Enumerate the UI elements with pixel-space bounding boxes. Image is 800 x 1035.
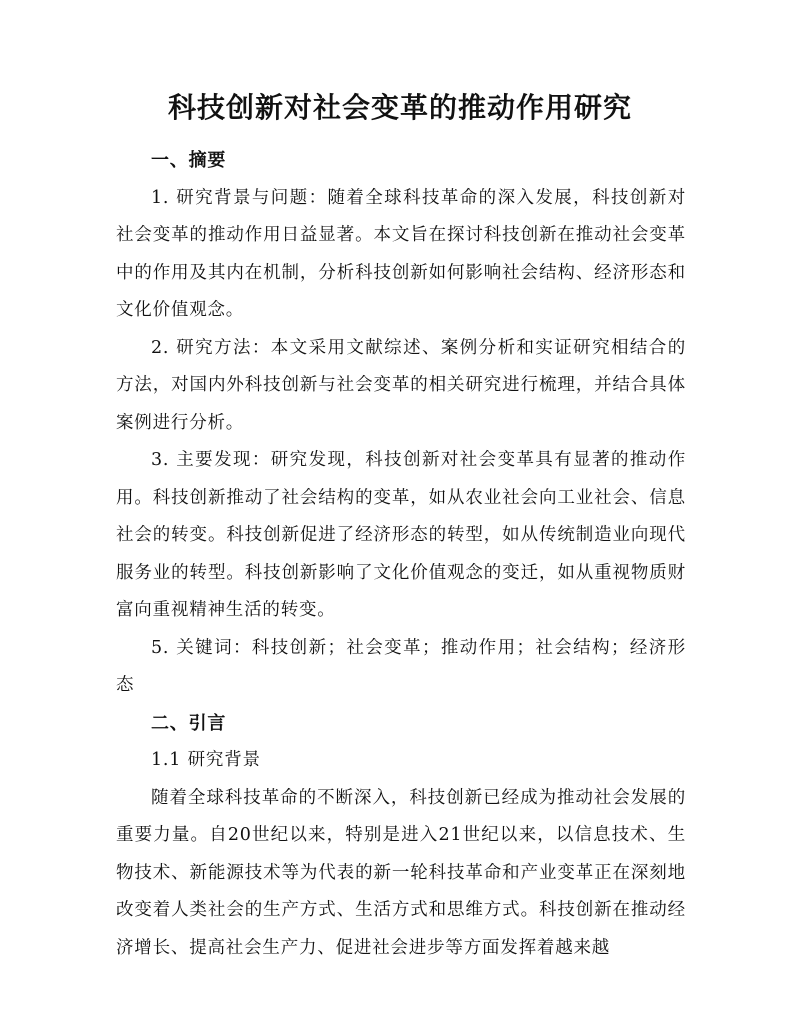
section-heading-intro: 二、引言 — [151, 712, 227, 734]
subsection-heading-background: 1.1 研究背景 — [151, 750, 261, 770]
intro-paragraph: 随着全球科技革命的不断深入，科技创新已经成为推动社会发展的重要力量。自20世纪以来，特别是进入21世纪以来，以信息技术、生物技术、新能源技术等为代表的新一轮科技革命和产业变革正在深刻地改变着人类社会的生产方式、生活方式和思维方式。科技创新在推动经济增长、提高社会生产力、促进社会进步等方面发挥着越来越 — [116, 787, 686, 958]
abstract-item-findings: 3. 主要发现：研究发现，科技创新对社会变革具有显著的推动作用。科技创新推动了社会结构的变革，如从农业社会向工业社会、信息社会的转变。科技创新促进了经济形态的转型，如从传统制造业向现代服务业的转型。科技创新影响了文化价值观念的变迁，如从重视物质财富向重视精神生活的转变。 — [116, 450, 686, 620]
abstract-item-keywords: 5. 关键词：科技创新；社会变革；推动作用；社会结构；经济形态 — [116, 637, 686, 695]
section-heading-abstract: 一、摘要 — [151, 150, 227, 171]
document-body — [116, 142, 686, 967]
abstract-item-background: 1. 研究背景与问题：随着全球科技革命的深入发展，科技创新对社会变革的推动作用日益显著。本文旨在探讨科技创新在推动社会变革中的作用及其内在机制，分析科技创新如何影响社会结构、经济形态和文化价值观念。 — [116, 187, 686, 320]
abstract-item-methods: 2. 研究方法：本文采用文献综述、案例分析和实证研究相结合的方法，对国内外科技创新与社会变革的相关研究进行梳理，并结合具体案例进行分析。 — [116, 337, 686, 433]
document-title: 科技创新对社会变革的推动作用研究 — [167, 91, 632, 124]
